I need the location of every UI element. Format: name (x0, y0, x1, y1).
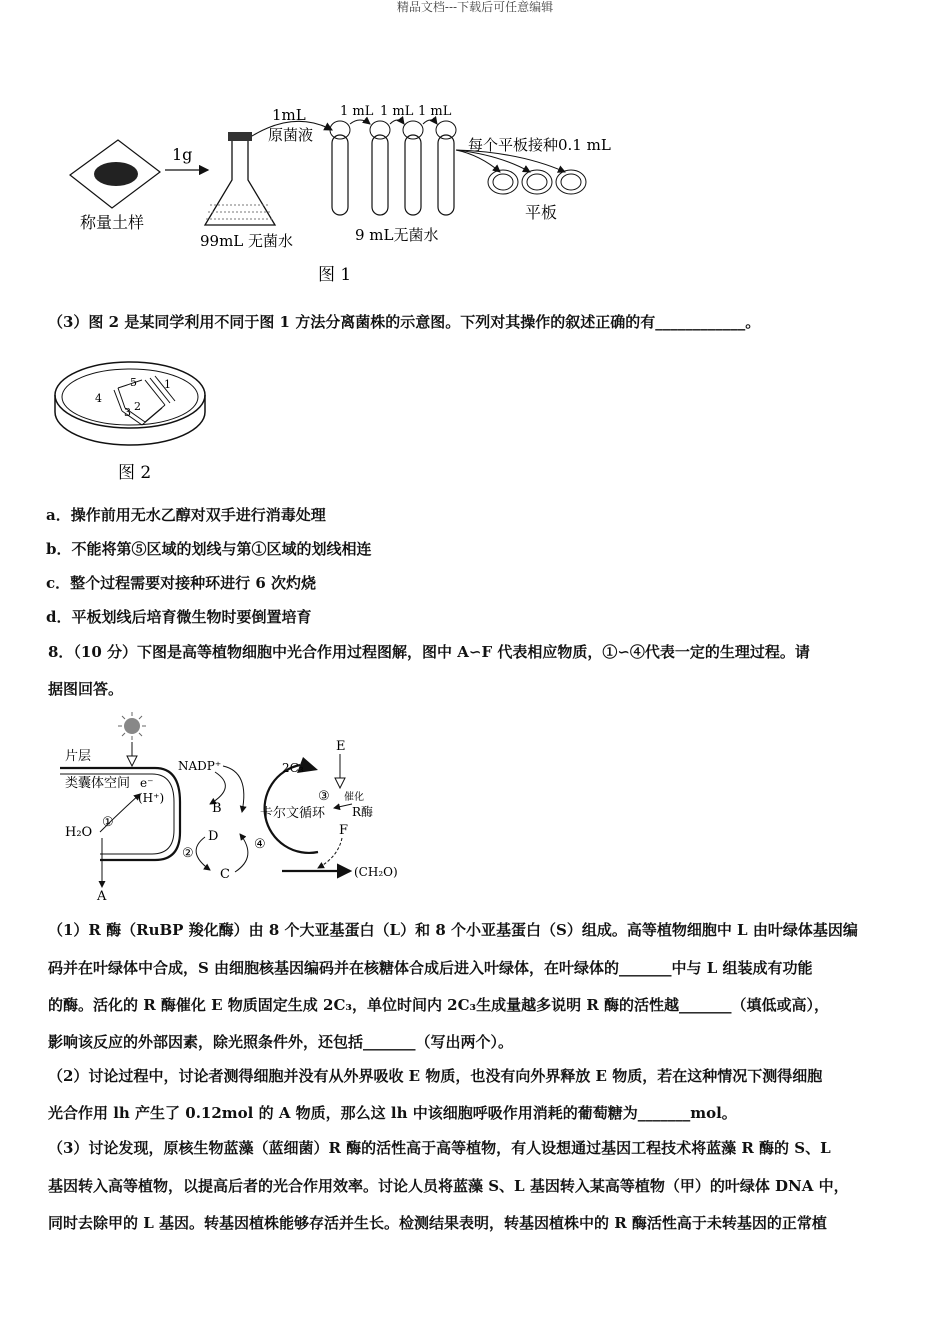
soil-sample-label: 称量土样 (80, 213, 145, 232)
q8-1-line-4: 影响该反应的外部因素，除光照条件外，还包括_______（写出两个）。 (48, 1033, 514, 1051)
sun-icon (118, 712, 146, 740)
sugar-label: (CH₂O) (354, 865, 398, 879)
e-label: E (336, 739, 346, 754)
proton-label: (H⁺) (138, 791, 165, 805)
question-8-line-1: 8．（10 分）下图是高等植物细胞中光合作用过程图解，图中 A∽F 代表相应物质，①∽④代表一定的生理过程。请 (48, 643, 810, 661)
page-header: 精品文档---下载后可任意编辑 (396, 0, 554, 14)
b-label: B (212, 801, 222, 816)
q8-2-line-1: （2）讨论过程中，讨论者测得细胞并没有从外界吸收 E 物质，也没有向外界释放 E 物质，若在这种情况下测得细胞 (48, 1067, 823, 1085)
d-label: D (208, 829, 219, 844)
thylakoid-space-label: 类囊体空间 (65, 776, 131, 791)
q8-2-line-2: 光合作用 lh 产生了 0.12mol 的 A 物质，那么这 lh 中该细胞呼吸作用消耗的葡萄糖为_______mol。 (48, 1104, 737, 1122)
plate-1 (488, 170, 518, 194)
a-label: A (97, 889, 107, 902)
question-3-stem: （3）图 2 是某同学利用不同于图 1 方法分离菌株的示意图。下列对其操作的叙述正确的有____________。 (48, 313, 761, 331)
enzyme-label: R酶 (352, 805, 374, 819)
soil-sample-icon (94, 162, 138, 186)
q8-1-line-3: 的酶。活化的 R 酶催化 E 物质固定生成 2C₃，单位时间内 2C₃生成量越多说明 R 酶的活性越_______（填低或高）， (48, 996, 830, 1014)
stock-volume: 1mL (272, 106, 306, 124)
figure-2-caption: 图 2 (118, 463, 152, 483)
q8-1-line-1: （1）R 酶（RuBP 羧化酶）由 8 个大亚基蛋白（L）和 8 个小亚基蛋白（S）组成。高等植物细胞中 L 由叶绿体基因编 (48, 921, 858, 939)
test-tube-4 (436, 121, 456, 215)
electron-label: e⁻ (140, 776, 154, 790)
plate-label: 平板 (525, 203, 558, 222)
test-tube-1 (330, 121, 350, 215)
step-3-label: ③ (318, 789, 330, 804)
f-label: F (339, 823, 349, 838)
test-tube-2 (370, 121, 390, 215)
q8-3-line-3: 同时去除甲的 L 基因。转基因植株能够存活并生长。检测结果表明，转基因植株中的 R 酶活性高于未转基因的正常植 (48, 1214, 827, 1232)
step-1-label: ① (102, 815, 114, 830)
step-2-label: ② (182, 846, 194, 861)
question-8-line-2: 据图回答。 (48, 680, 124, 698)
region-number-1: 1 (164, 378, 171, 391)
region-number-5: 5 (130, 376, 137, 389)
nadp-label: NADP⁺ (178, 759, 222, 773)
c-label: C (220, 867, 230, 882)
test-tube-3 (403, 121, 423, 215)
region-number-2: 2 (134, 400, 141, 413)
option-b: b．不能将第⑤区域的划线与第①区域的划线相连 (46, 540, 372, 558)
catalysis-label: 催化 (344, 792, 364, 803)
weight-label: 1g (172, 145, 193, 164)
figure-1-dilution-diagram (60, 100, 660, 285)
cycle-label: 卡尔文循环 (260, 806, 326, 821)
q8-3-line-2: 基因转入高等植物，以提高后者的光合作用效率。讨论人员将蓝藻 S、L 基因转入某高等植物（甲）的叶绿体 DNA 中， (48, 1177, 849, 1195)
lamella-label: 片层 (65, 749, 92, 764)
water-label: H₂O (65, 825, 93, 840)
tube-label: 9 mL无菌水 (355, 226, 439, 244)
q8-3-line-1: （3）讨论发现，原核生物蓝藻（蓝细菌）R 酶的活性高于高等植物，有人设想通过基因工程技术将蓝藻 R 酶的 S、L (48, 1139, 831, 1157)
figure-2-streak-plate (50, 350, 220, 490)
option-c: c．整个过程需要对接种环进行 6 次灼烧 (46, 574, 317, 592)
plate-3 (556, 170, 586, 194)
plating-label: 每个平板接种0.1 mL (468, 136, 611, 154)
q8-1-line-2: 码并在叶绿体中合成，S 由细胞核基因编码并在核糖体合成后进入叶绿体，在叶绿体的_______中与 L 组装成有功能 (48, 959, 813, 977)
plate-2 (522, 170, 552, 194)
flask-label: 99mL 无菌水 (200, 232, 294, 250)
step-4-label: ④ (254, 837, 266, 852)
stock-label: 原菌液 (268, 126, 314, 144)
transfer-volume-2: 1 mL (380, 104, 414, 119)
transfer-volume-3: 1 mL (418, 104, 452, 119)
figure-3-photosynthesis-diagram (60, 712, 400, 902)
option-a: a．操作前用无水乙醇对双手进行消毒处理 (46, 506, 326, 524)
figure-1-caption: 图 1 (318, 265, 352, 285)
option-d: d．平板划线后培育微生物时要倒置培育 (46, 608, 312, 626)
transfer-volume-1: 1 mL (340, 104, 374, 119)
c3-label: 2C₃ (282, 761, 304, 775)
region-number-3: 3 (124, 406, 131, 419)
region-number-4: 4 (95, 392, 102, 405)
